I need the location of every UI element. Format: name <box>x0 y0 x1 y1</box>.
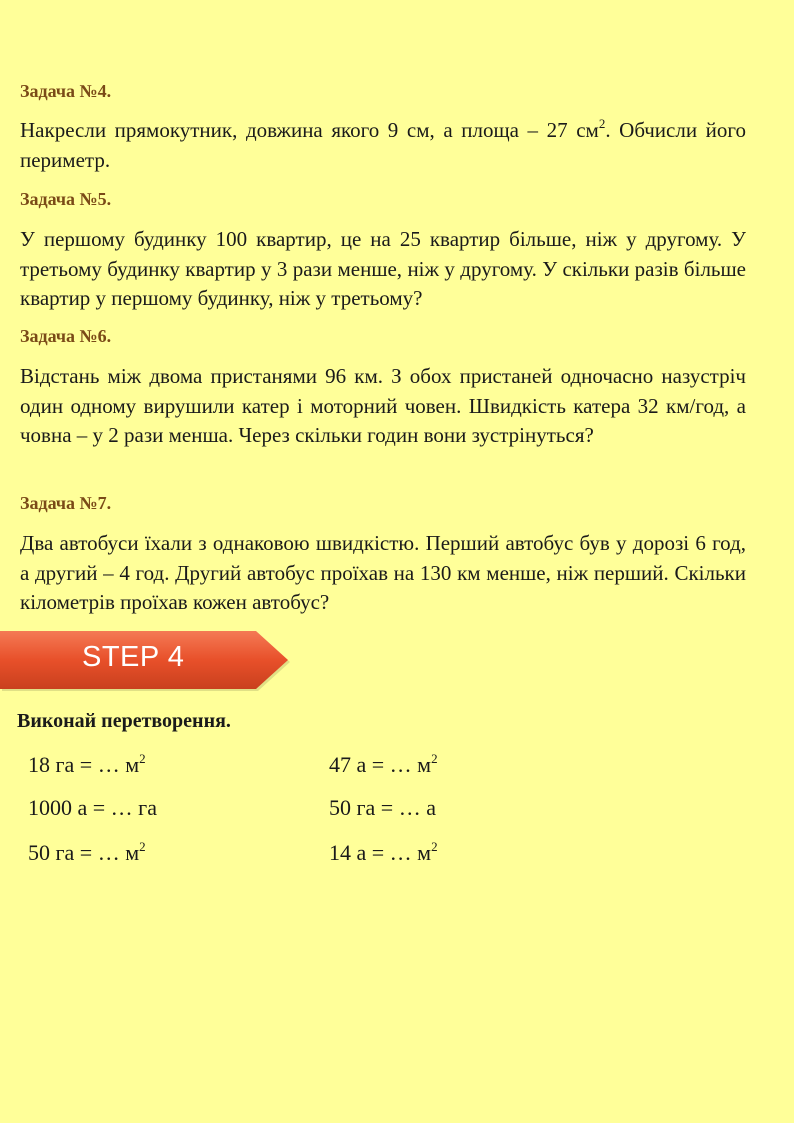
conversion-superscript: 2 <box>431 839 438 854</box>
task-7-title: Задача №7. <box>20 493 112 513</box>
task-6-title: Задача №6. <box>20 326 112 346</box>
task-4-text-part: Накресли прямокутник, довжина якого 9 см, а площа – 27 см <box>20 118 599 142</box>
conversion-superscript: 2 <box>139 751 146 766</box>
step-label: STEP 4 <box>82 641 185 673</box>
task-4-title: Задача №4. <box>20 81 112 101</box>
conversion-text: 50 га = … а <box>329 795 436 820</box>
conversion-text: 1000 а = … га <box>28 795 157 820</box>
conversion-text: 50 га = … м <box>28 840 140 865</box>
conversion-item <box>329 795 436 821</box>
conversion-superscript: 2 <box>139 839 146 854</box>
conversion-item <box>329 752 438 778</box>
conversion-item <box>28 795 157 821</box>
task-4-text-part: . Обчисли його периметр. <box>20 118 746 172</box>
conversion-item <box>329 840 438 866</box>
conversion-text: 47 а = … м <box>329 752 432 777</box>
conversion-item <box>28 840 146 866</box>
task-4-text <box>20 116 746 175</box>
conversion-item <box>28 752 146 778</box>
task-7-text: Два автобуси їхали з однаковою швидкістю. Перший автобус був у дорозі 6 год, а другий – 4 год. Другий автобус проїхав на 130 км менше, ніж перший. Скільки кілометрів проїхав кожен автобус? <box>20 531 746 614</box>
task-6-text: Відстань між двома пристанями 96 км. З обох пристаней одночасно назустріч один одному вирушили катер і моторний човен. Швидкість катера 32 км/год, а човна – у 2 рази менша. Через скільки годин вони зустрінуться? <box>20 364 746 447</box>
conversion-text: 14 а = … м <box>329 840 432 865</box>
step-banner <box>0 629 290 691</box>
task-5-text: У першому будинку 100 квартир, це на 25 квартир більше, ніж у другому. У третьому будинку квартир у 3 рази менше, ніж у другому. У скільки разів більше квартир у першому будинку, ніж у третьому? <box>20 227 746 310</box>
conversion-superscript: 2 <box>431 751 438 766</box>
task-4-superscript: 2 <box>598 116 606 131</box>
conversion-text: 18 га = … м <box>28 752 140 777</box>
task-5-title: Задача №5. <box>20 189 112 209</box>
exercise-instruction: Виконай перетворення. <box>17 710 231 732</box>
